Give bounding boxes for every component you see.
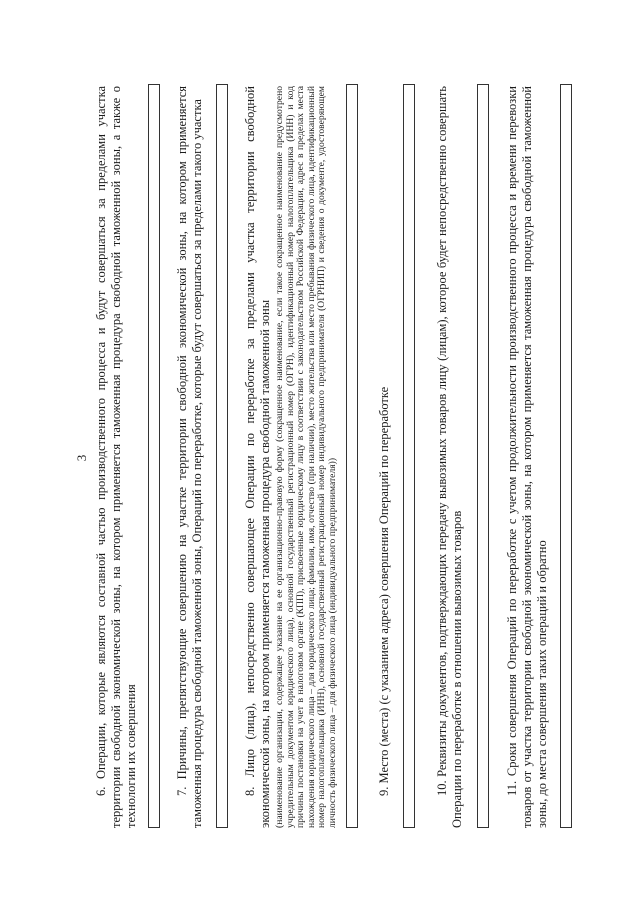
- section-10: [435, 86, 465, 828]
- section-6-answer-field[interactable]: [148, 84, 160, 828]
- section-6: [94, 86, 139, 828]
- section-11: [505, 86, 550, 828]
- section-8: [243, 86, 339, 828]
- section-8-answer-field[interactable]: [346, 84, 358, 828]
- section-8-note: (наименование организации, содержащее указание на ее организационно-правовую форму (сокращенное наименование, если такое сокращенное наименование предусмотрено учредительным документом юридического лица), основной государственный регистрационный номер (ОГРН), идентификационный номер налогоплательщика (ИНН) и код причины постановки на учет в налоговом органе (КПП), присвоенные юридическому лицу в соответствии с законодательством Российской Федерации, адрес в пределах места нахождения юридического лица – для юридического лица; фамилия, имя, отчество (при наличии), место жительства или место пребывания физического лица, идентификационный номер налогоплательщика (ИНН), основной государственный регистрационный номер индивидуального предпринимателя (ОГРНИП) и сведения о документе, удостоверяющем личность физического лица – для физического лица (индивидуального предпринимателя)): [274, 86, 338, 828]
- section-9: [377, 86, 392, 828]
- section-9-answer-field[interactable]: [403, 84, 415, 828]
- page-number: 3: [74, 454, 89, 462]
- section-7: [175, 86, 205, 828]
- section-7-answer-field[interactable]: [216, 84, 228, 828]
- section-7-text: 7. Причины, препятствующие совершению на участке территории свободной экономической зоны, на котором применяется таможенная процедура свободной таможенной зоны, Операций по переработке, которые будут совершаться за пределами такого участка: [175, 86, 204, 828]
- section-11-answer-field[interactable]: [560, 84, 572, 828]
- section-8-text: 8. Лицо (лица), непосредственно совершающее Операции по переработке за пределами участка территории свободной экономической зоны, на котором применяется таможенная процедура свободной таможенной зоны: [243, 86, 272, 828]
- section-10-text: 10. Реквизиты документов, подтверждающих передачу вывозимых товаров лицу (лицам), которое будет непосредственно совершать Операции по переработке в отношении вывозимых товаров: [435, 86, 464, 828]
- section-6-text: 6. Операции, которые являются составной частью производственного процесса и будут совершаться за пределами участка территории свободной экономической зоны, на котором применяется таможенная процедура свободной таможенной зоны, а также о технологии их совершения: [94, 86, 138, 828]
- section-10-answer-field[interactable]: [477, 84, 489, 828]
- section-11-text: 11. Сроки совершения Операций по переработке с учетом продолжительности производственного процесса и времени перевозки товаров от участка территории свободной экономической зоны, на котором применяется таможенная процедура свободной таможенной зоны, до места совершения таких операций и обратно: [505, 86, 549, 828]
- section-9-text: 9. Место (места) (с указанием адреса) совершения Операций по переработке: [377, 386, 391, 796]
